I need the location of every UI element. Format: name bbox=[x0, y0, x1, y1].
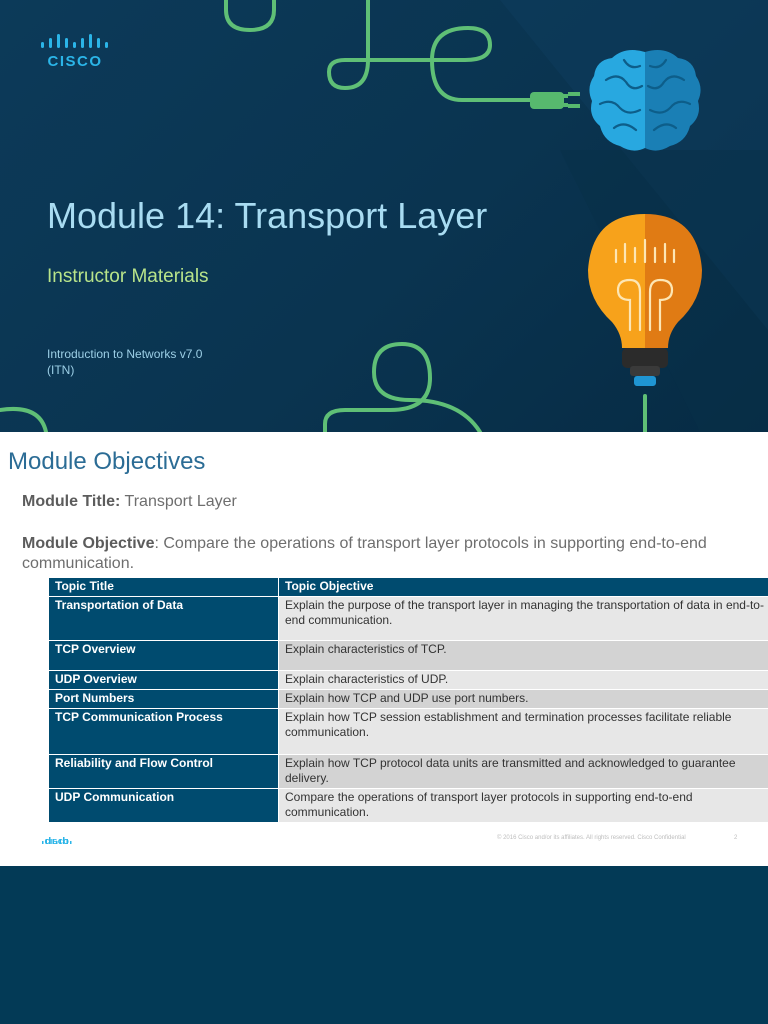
topic-title-cell: Transportation of Data bbox=[49, 597, 279, 641]
table-row bbox=[49, 709, 768, 755]
cisco-logo-text: CISCO bbox=[47, 53, 103, 70]
circuit-lines-icon bbox=[226, 0, 530, 100]
footer-cisco-logo-icon bbox=[42, 832, 74, 848]
topic-objective-cell: Explain how TCP protocol data units are transmitted and acknowledged to guarantee delivery. bbox=[279, 755, 768, 789]
topic-title-cell: TCP Overview bbox=[49, 641, 279, 671]
table-row bbox=[49, 671, 768, 690]
topic-title-cell: UDP Overview bbox=[49, 671, 279, 690]
brain-icon bbox=[589, 50, 700, 151]
table-row bbox=[49, 755, 768, 789]
title-slide bbox=[0, 0, 768, 432]
slide-title: Module Objectives bbox=[8, 448, 206, 475]
topic-objective-cell: Compare the operations of transport layer protocols in supporting end-to-end communication. bbox=[279, 789, 768, 823]
page-number: 2 bbox=[734, 835, 738, 841]
table-row bbox=[49, 641, 768, 671]
topics-table bbox=[48, 577, 768, 823]
table-row bbox=[49, 690, 768, 709]
table-row bbox=[49, 789, 768, 823]
course-name bbox=[47, 346, 202, 378]
module-objective-value: : Compare the operations of transport layer protocols in supporting end-to-end communication. bbox=[22, 535, 707, 572]
module-title-value: Transport Layer bbox=[120, 493, 237, 510]
course-line-1: Introduction to Networks v7.0 bbox=[47, 347, 203, 361]
topic-title-cell: Port Numbers bbox=[49, 690, 279, 709]
topic-objective-cell: Explain the purpose of the transport layer in managing the transportation of data in end-to-end communication. bbox=[279, 597, 768, 641]
topic-objective-cell: Explain how TCP session establishment and termination processes facilitate reliable communication. bbox=[279, 709, 768, 755]
module-title-line bbox=[22, 493, 237, 511]
slide-subtitle: Instructor Materials bbox=[47, 266, 209, 287]
course-line-2: (ITN) bbox=[47, 363, 75, 377]
topic-title-cell: TCP Communication Process bbox=[49, 709, 279, 755]
plug-icon bbox=[530, 92, 580, 109]
objectives-slide bbox=[0, 432, 768, 866]
topic-objective-cell: Explain characteristics of UDP. bbox=[279, 671, 768, 690]
slide-title: Module 14: Transport Layer bbox=[47, 195, 488, 236]
topic-objective-cell: Explain how TCP and UDP use port numbers. bbox=[279, 690, 768, 709]
footer-copyright: © 2016 Cisco and/or its affiliates. All rights reserved. Cisco Confidential bbox=[497, 835, 686, 841]
topic-title-cell: Reliability and Flow Control bbox=[49, 755, 279, 789]
topic-title-cell: UDP Communication bbox=[49, 789, 279, 823]
column-header: Topic Objective bbox=[279, 578, 768, 597]
footer-logo-text: CISCO bbox=[44, 839, 70, 846]
module-objective-line bbox=[22, 534, 742, 574]
table-header-row bbox=[49, 578, 768, 597]
topic-objective-cell: Explain characteristics of TCP. bbox=[279, 641, 768, 671]
module-title-label: Module Title: bbox=[22, 493, 121, 510]
module-objective-label: Module Objective bbox=[22, 535, 155, 552]
cisco-logo-icon bbox=[40, 32, 110, 72]
table-row bbox=[49, 597, 768, 641]
column-header: Topic Title bbox=[49, 578, 279, 597]
